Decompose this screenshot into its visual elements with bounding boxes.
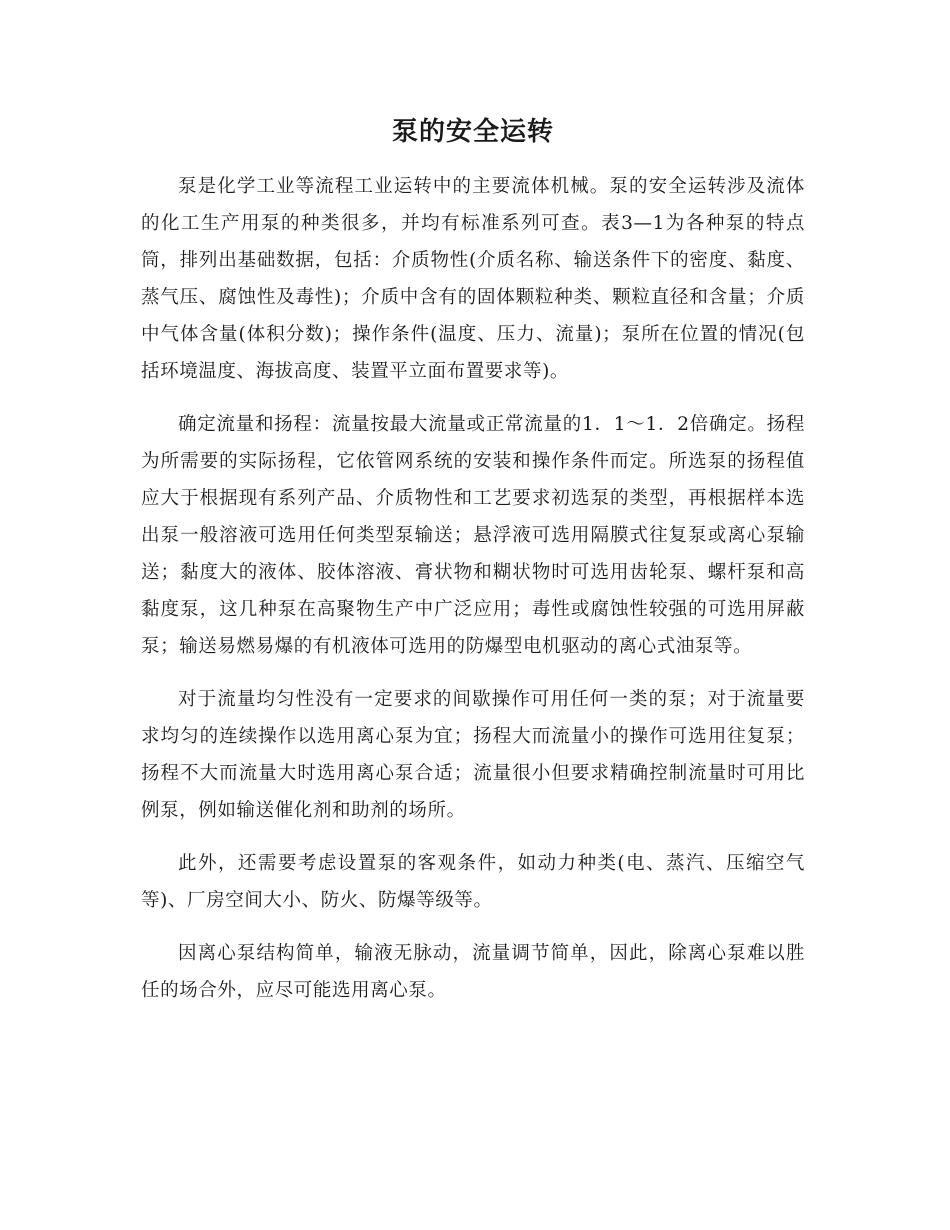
paragraph-objective-conditions: 此外，还需要考虑设置泵的客观条件，如动力种类(电、蒸汽、压缩空气等)、厂房空间大小、防火、防爆等级等。: [141, 853, 805, 911]
paragraph-intro: 泵是化学工业等流程工业运转中的主要流体机械。泵的安全运转涉及流体的化工生产用泵的种类很多，并均有标准系列可查。表3—1为各种泵的特点筒，排列出基础数据，包括：介质物性(介质名称、输送条件下的密度、黏度、蒸气压、腐蚀性及毒性)；介质中含有的固体颗粒种类、颗粒直径和含量；介质中气体含量(体积分数)；操作条件(温度、压力、流量)；泵所在位置的情况(包括环境温度、海拔高度、装置平立面布置要求等)。: [141, 176, 805, 382]
document-title: 泵的安全运转: [391, 117, 554, 147]
document-page: [141, 108, 805, 1025]
paragraph-pump-type-by-operation: 对于流量均匀性没有一定要求的间歇操作可用任何一类的泵；对于流量要求均匀的连续操作以选用离心泵为宜；扬程大而流量小的操作可选用往复泵；扬程不大而流量大时选用离心泵合适；流量很小但要求精确控制流量时可用比例泵，例如输送催化剂和助剂的场所。: [141, 689, 805, 821]
paragraph-centrifugal-preference: 因离心泵结构简单，输液无脉动，流量调节简单，因此，除离心泵难以胜任的场合外，应尽可能选用离心泵。: [141, 943, 805, 1001]
paragraph-flow-and-head: 确定流量和扬程：流量按最大流量或正常流量的1．1～1．2倍确定。扬程为所需要的实际扬程，它依管网系统的安装和操作条件而定。所选泵的扬程值应大于根据现有系列产品、介质物性和工艺要求初选泵的类型，再根据样本选出泵一般溶液可选用任何类型泵输送；悬浮液可选用隔膜式往复泵或离心泵输送；黏度大的液体、胶体溶液、膏状物和糊状物时可选用齿轮泵、螺杆泵和高黏度泵，这几种泵在高聚物生产中广泛应用；毒性或腐蚀性较强的可选用屏蔽泵；输送易燃易爆的有机液体可选用的防爆型电机驱动的离心式油泵等。: [141, 414, 805, 657]
